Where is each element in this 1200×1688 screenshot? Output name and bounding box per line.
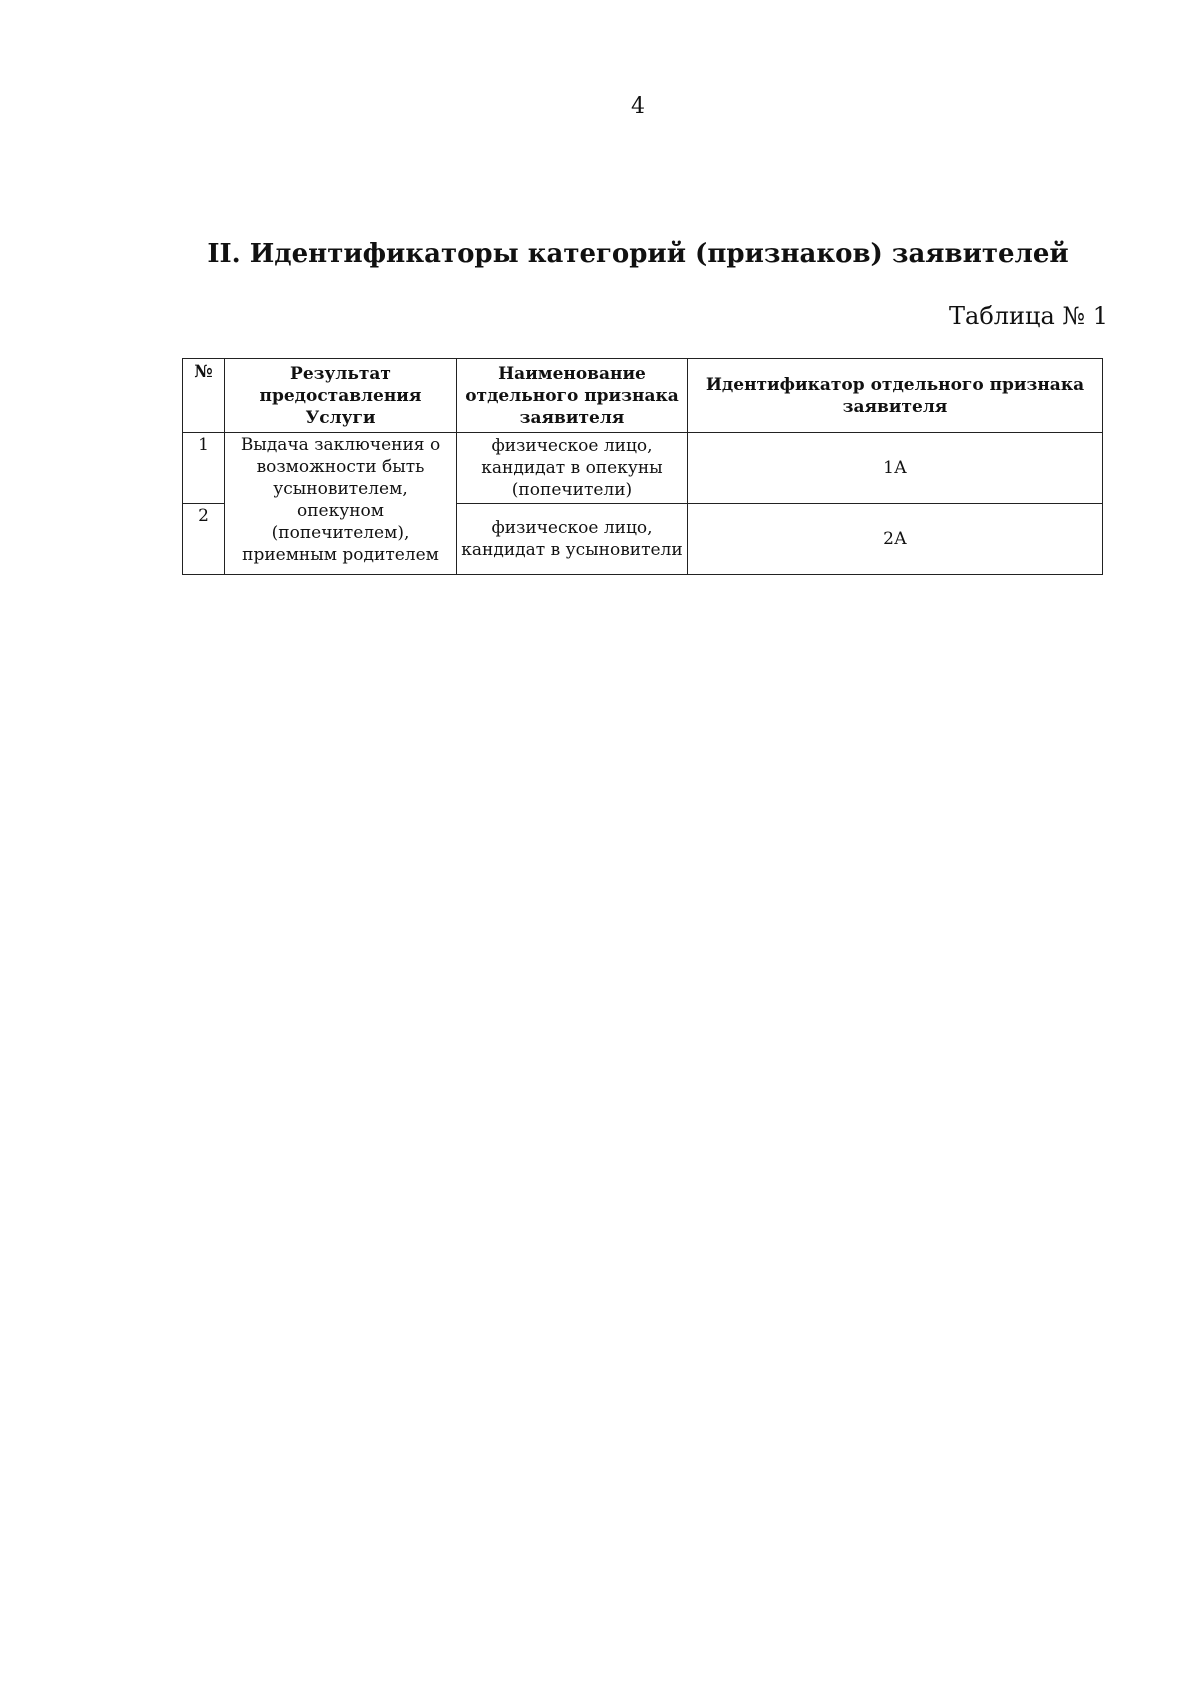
attribute-identifier-cell: 1А [688, 433, 1103, 504]
table-caption: Таблица № 1 [949, 302, 1108, 330]
attribute-name-cell: физическое лицо, кандидат в усыновители [457, 504, 688, 575]
table-header-row [183, 359, 1103, 433]
attribute-name-cell: физическое лицо, кандидат в опекуны (попечители) [457, 433, 688, 504]
header-attribute-name: Наименование отдельного признака заявителя [457, 359, 688, 433]
applicant-identifiers-table [182, 358, 1103, 575]
page-number: 4 [631, 94, 645, 119]
header-number: № [183, 359, 225, 433]
section-title: II. Идентификаторы категорий (признаков) заявителей [207, 239, 1069, 269]
table-row [183, 433, 1103, 504]
attribute-identifier-cell: 2А [688, 504, 1103, 575]
row-number: 2 [183, 504, 225, 575]
row-number: 1 [183, 433, 225, 504]
header-attribute-identifier: Идентификатор отдельного признака заявителя [688, 359, 1103, 433]
service-result-cell: Выдача заключения о возможности быть усыновителем, опекуном (попечителем), приемным родителем [225, 433, 457, 575]
header-service-result: Результат предоставления Услуги [225, 359, 457, 433]
